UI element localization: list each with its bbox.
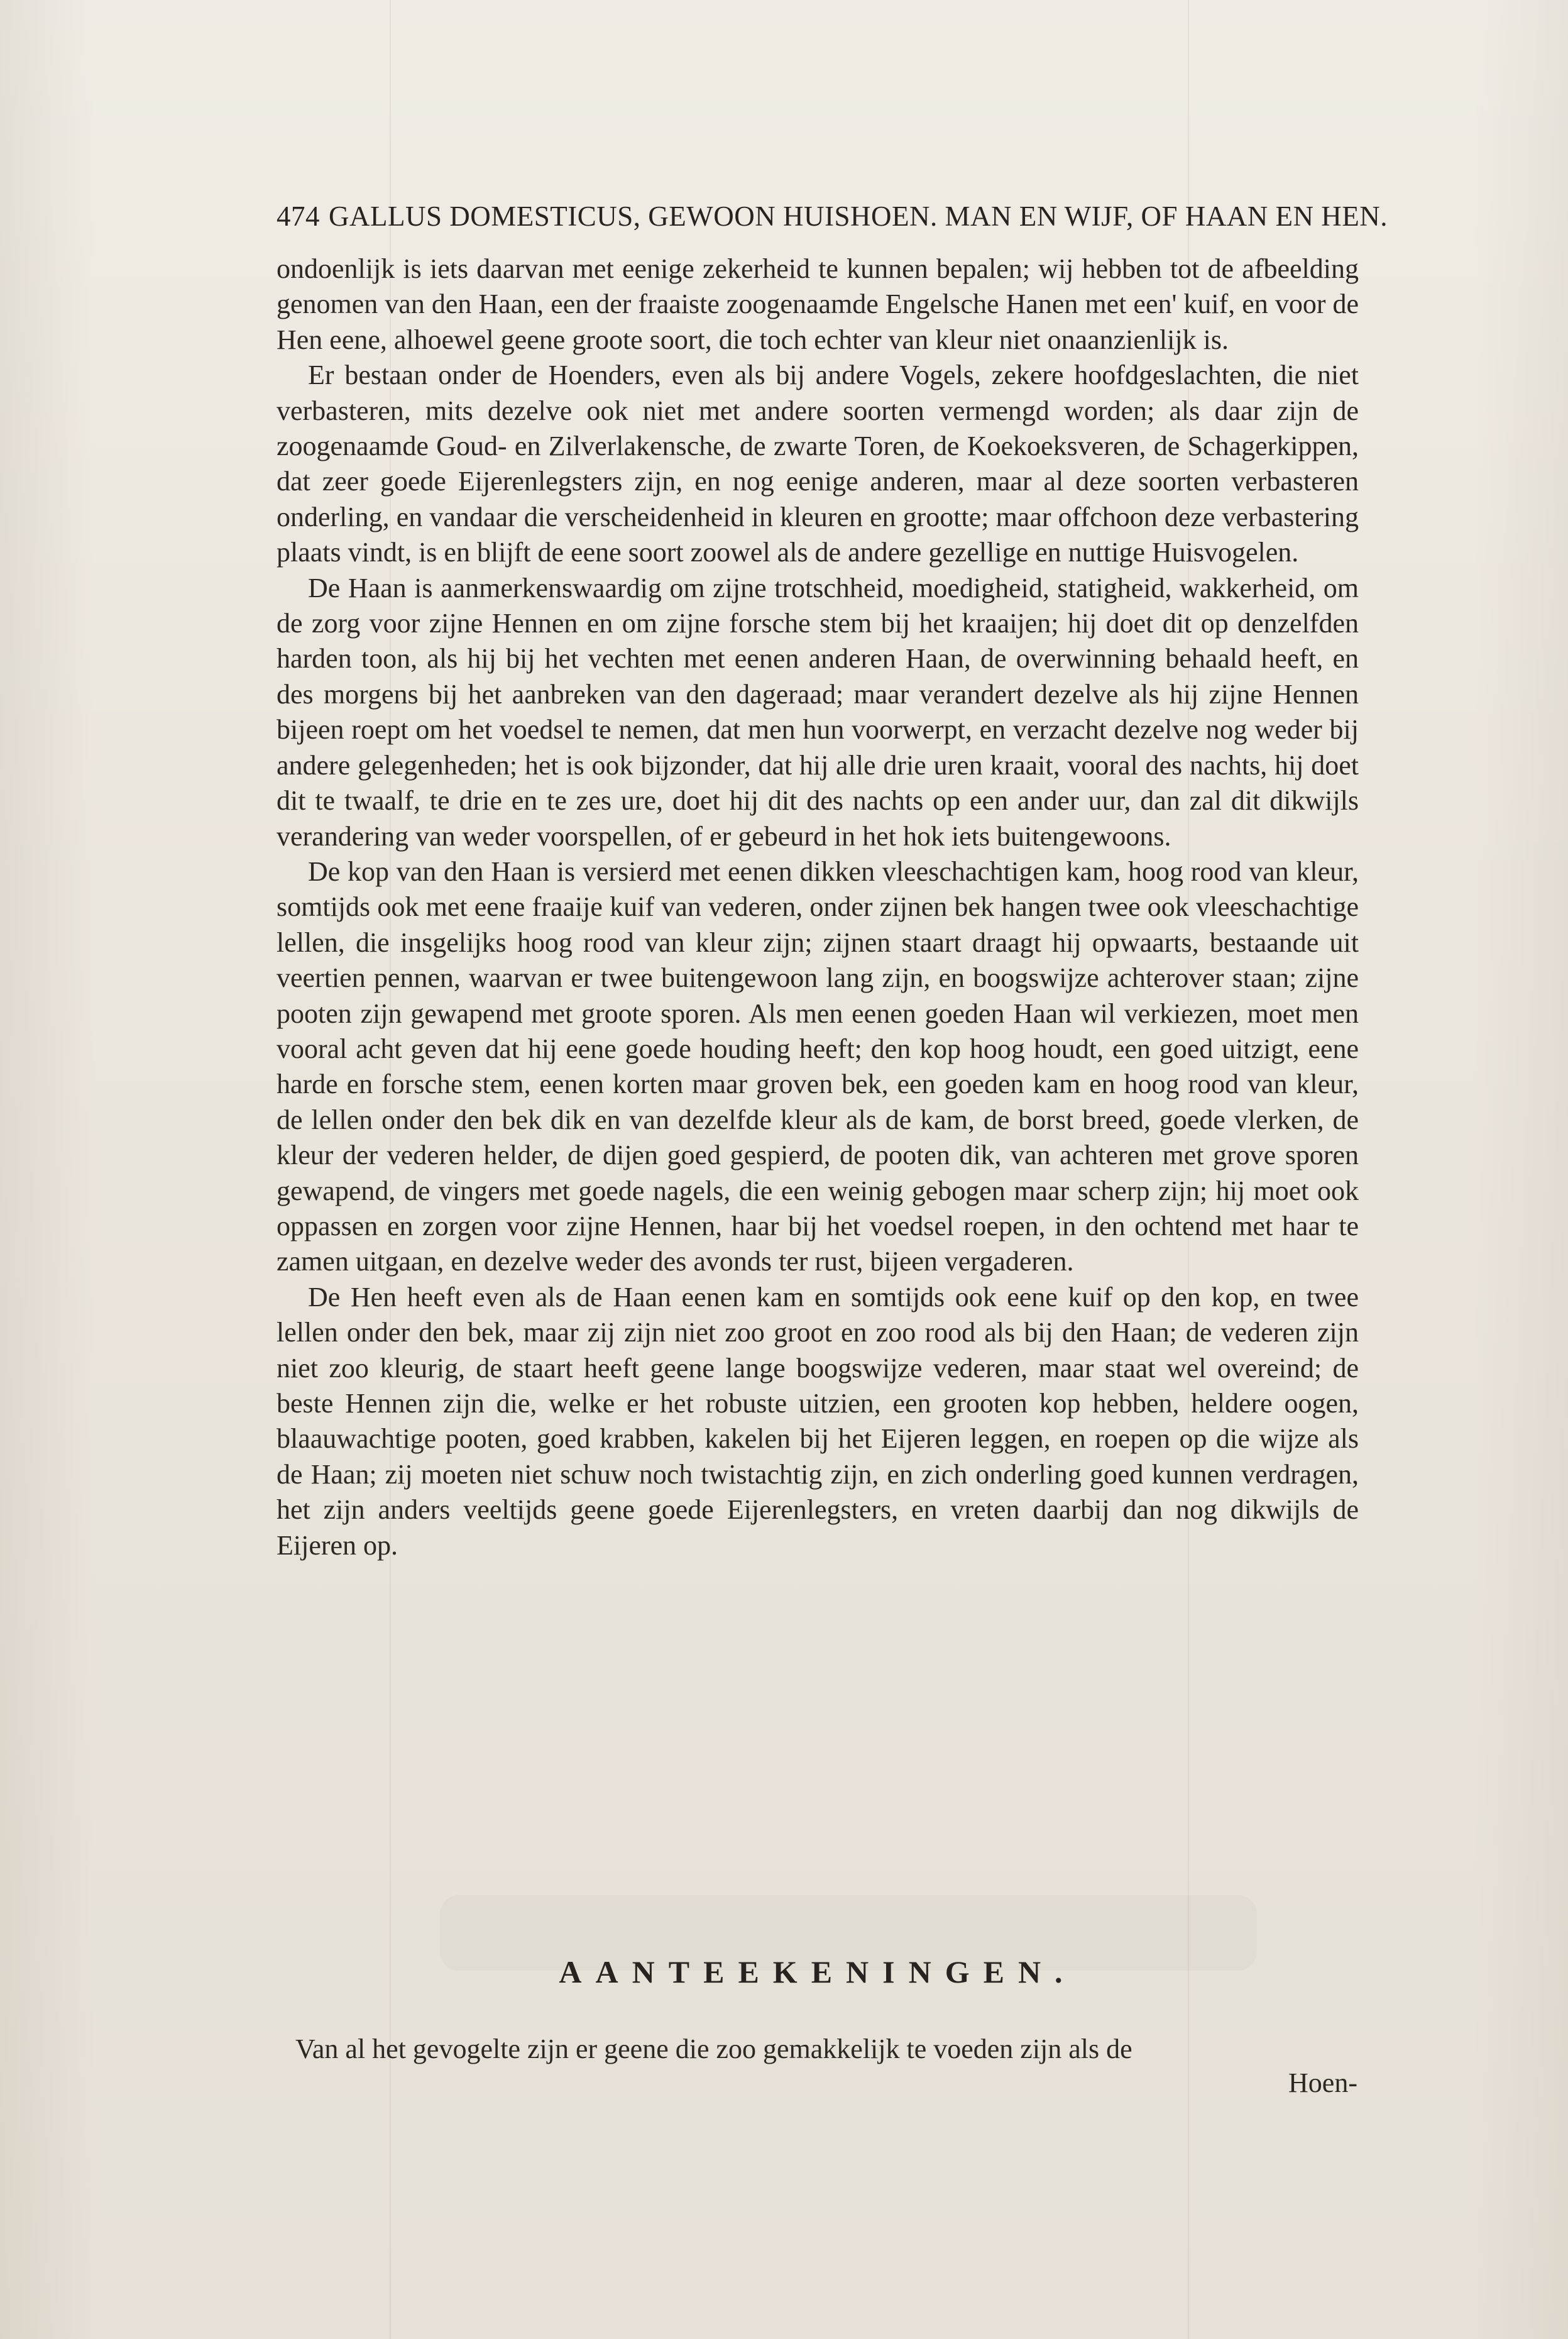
paragraph: ondoenlijk is iets daarvan met eenige zekerheid te kunnen bepalen; wij hebben tot de afbeelding genomen van den Haan, een der fraaiste zoogenaamde Engelsche Hanen met een' kuif, en voor de Hen eene, alhoewel geene groote soort, die toch echter van kleur niet onaanzienlijk is. [277, 253, 1359, 355]
paragraph: De Hen heeft even als de Haan eenen kam en somtijds ook eene kuif op den kop, en twee lellen onder den bek, maar zij zijn niet zoo groot en zoo rood als bij den Haan; de vederen zijn niet zoo kleurig, de staart heeft geene lange boogswijze vederen, maar staat wel overeind; de beste Hennen zijn die, welke er het robuste uitzien, een grooten kop hebben, heldere oogen, blaauwachtige pooten, goed krabben, kakelen bij het Eijeren leggen, en roepen op die wijze als de Haan; zij moeten niet schuw noch twistachtig zijn, en zich onderling goed kunnen verdragen, het zijn anders veeltijds geene goede Eijerenlegsters, en vreten daarbij dan nog dikwijls de Eijeren op. [277, 1281, 1359, 1561]
notes-heading: AANTEEKENINGEN. [559, 1954, 1077, 1990]
notes-text [277, 2029, 1359, 2069]
main-text [277, 251, 1359, 1563]
catchword: Hoen- [1288, 2067, 1357, 2098]
page-number: 474 [277, 201, 320, 232]
running-header [277, 200, 1388, 233]
paragraph: De kop van den Haan is versierd met eenen dikken vleeschachtigen kam, hoog rood van kleur, somtijds ook met eene fraaije kuif van vederen, onder zijnen bek hangen twee ook vleeschachtige lellen, die insgelijks hoog rood van kleur zijn; zijnen staart draagt hij opwaarts, bestaande uit veertien pennen, waarvan er twee buitengewoon lang zijn, en boogswijze achterover staan; zijne pooten zijn gewapend met groote sporen. Als men eenen goeden Haan wil verkiezen, moet men vooral acht geven dat hij eene goede houding heeft; den kop hoog houdt, een goed uitzigt, eene harde en forsche stem, eenen korten maar groven bek, een goeden kam en hoog rood van kleur, de lellen onder den bek dik en van dezelfde kleur als de kam, de borst breed, goede vlerken, de kleur der vederen helder, de dijen goed gespierd, de pooten dik, van achteren met grove sporen gewapend, de vingers met goede nagels, die een weinig gebogen maar scherp zijn; hij moet ook oppassen en zorgen voor zijne Hennen, haar bij het voedsel roepen, in den ochtend met haar te zamen uitgaan, en dezelve weder des avonds ter rust, bijeen vergaderen. [277, 856, 1359, 1277]
paragraph: Er bestaan onder de Hoenders, even als bij andere Vogels, zekere hoofdgeslachten, die niet verbasteren, mits dezelve ook niet met andere soorten vermengd worden; als daar zijn de zoogenaamde Goud- en Zilverlakensche, de zwarte Toren, de Koekoeksveren, de Schagerkippen, dat zeer goede Eijerenlegsters zijn, en nog eenige anderen, maar al deze soorten verbasteren onderling, en vandaar die verscheidenheid in kleuren en grootte; maar offchoon deze verbastering plaats vindt, is en blijft de eene soort zoowel als de andere gezellige en nuttige Huisvogelen. [277, 360, 1359, 568]
running-title: GALLUS DOMESTICUS, GEWOON HUISHOEN. MAN EN WIJF, OF HAAN EN HEN. [329, 201, 1388, 232]
notes-paragraph: Van al het gevogelte zijn er geene die zoo gemakkelijk te voeden zijn als de [295, 2034, 1132, 2064]
paragraph: De Haan is aanmerkenswaardig om zijne trotschheid, moedigheid, statigheid, wakkerheid, om de zorg voor zijne Hennen en om zijne forsche stem bij het kraaijen; hij doet dit op denzelfden harden toon, als hij bij het vechten met eenen anderen Haan, de overwinning behaald heeft, en des morgens bij het aanbreken van den dageraad; maar verandert dezelve als hij zijne Hennen bijeen roept om het voedsel te nemen, dat men hun voorwerpt, en verzacht dezelve nog weder bij andere gelegenheden; het is ook bijzonder, dat hij alle drie uren kraait, vooral des nachts, hij doet dit te twaalf, te drie en te zes ure, doet hij dit des nachts op een ander uur, dan zal dit dikwijls verandering van weder voorspellen, of er gebeurd in het hok iets buitengewoons. [277, 572, 1359, 852]
